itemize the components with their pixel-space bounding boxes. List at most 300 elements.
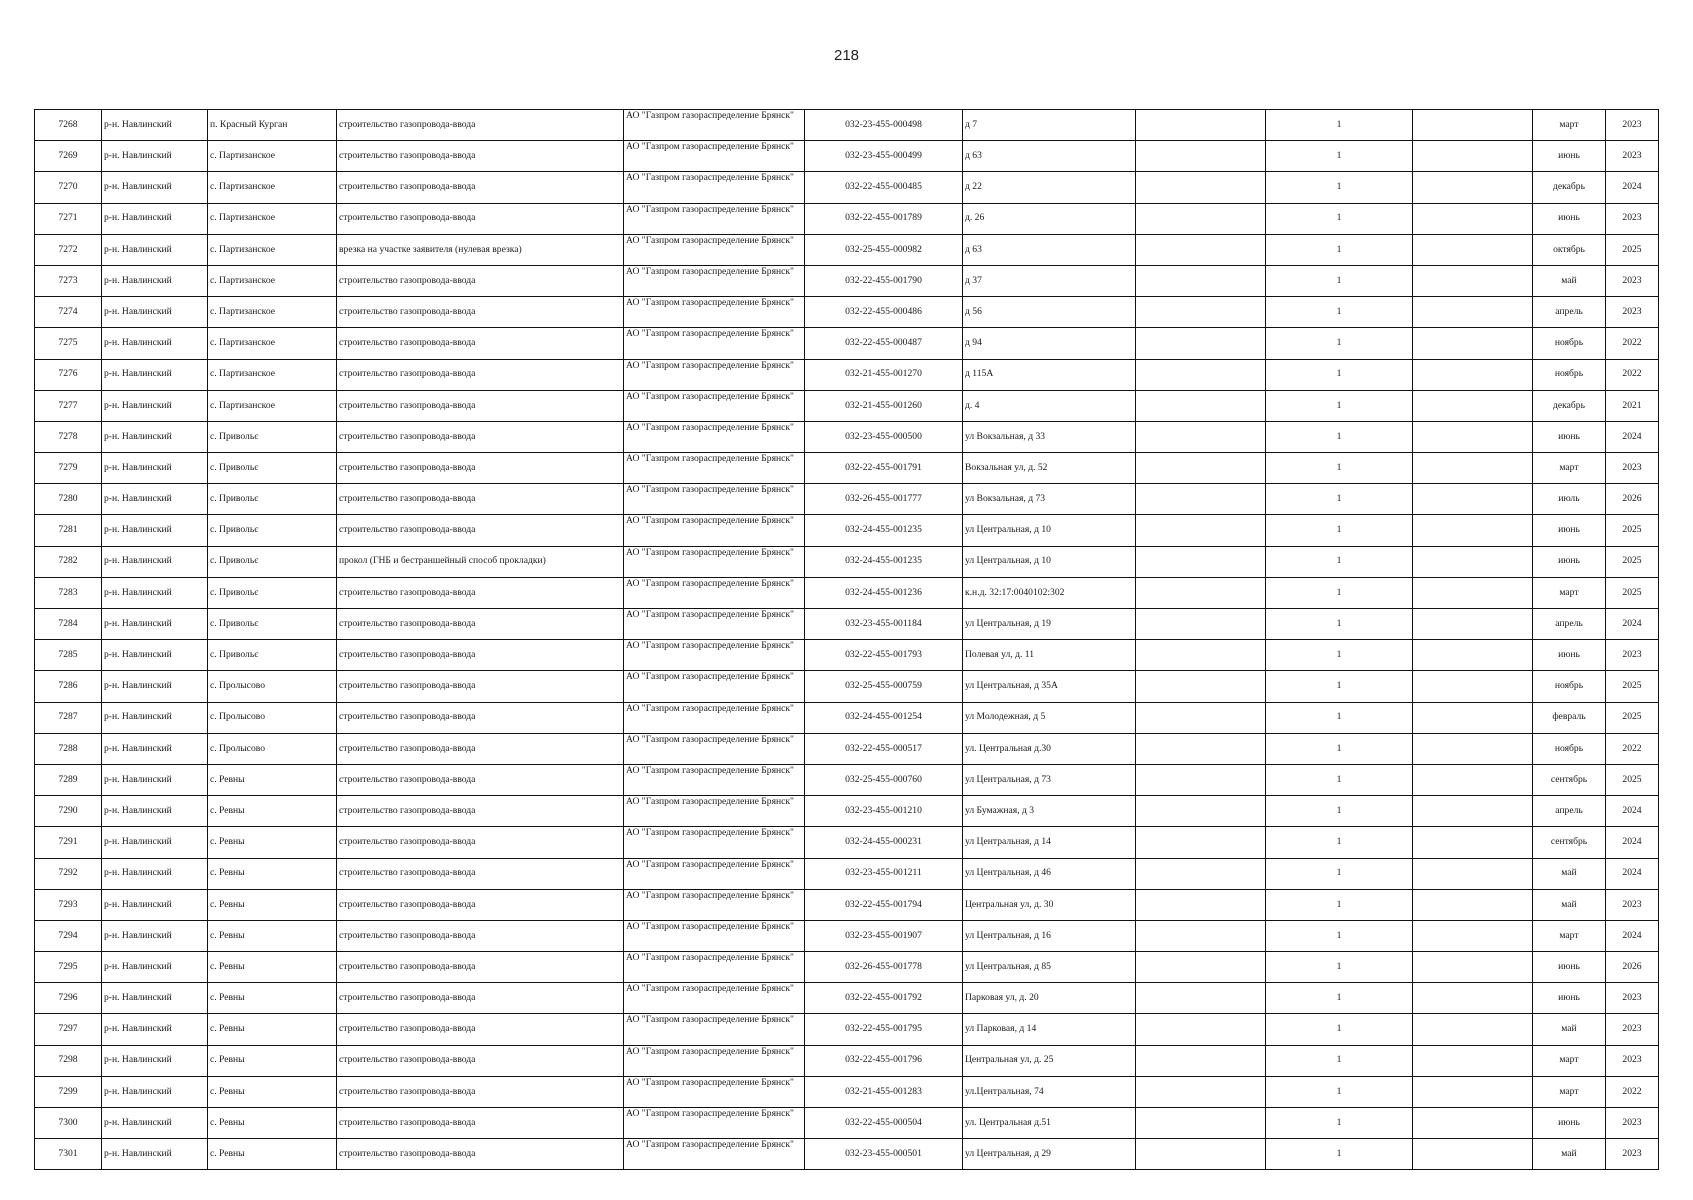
district-cell: р-н. Навлинский — [102, 390, 208, 421]
quantity-cell: 1 — [1266, 484, 1413, 515]
table-row — [35, 390, 1659, 421]
row-number-cell: 7288 — [35, 733, 102, 764]
application-code-cell: 032-25-455-000759 — [805, 671, 963, 702]
work-type-cell: строительство газопровода-ввода — [337, 203, 624, 234]
month-cell: сентябрь — [1533, 764, 1606, 795]
month-cell: ноябрь — [1533, 328, 1606, 359]
month-cell: июнь — [1533, 203, 1606, 234]
district-cell: р-н. Навлинский — [102, 359, 208, 390]
organization-cell: АО "Газпром газораспределение Брянск" — [624, 796, 805, 827]
year-cell: 2026 — [1606, 484, 1659, 515]
month-cell: ноябрь — [1533, 671, 1606, 702]
empty-cell — [1413, 546, 1533, 577]
empty-cell — [1413, 733, 1533, 764]
table-row — [35, 1045, 1659, 1076]
application-code-cell: 032-22-455-001792 — [805, 983, 963, 1014]
application-code-cell: 032-23-455-000499 — [805, 141, 963, 172]
organization-cell: АО "Газпром газораспределение Брянск" — [624, 172, 805, 203]
table-row — [35, 484, 1659, 515]
settlement-cell: с. Партизанское — [208, 234, 337, 265]
settlement-cell: с. Пролысово — [208, 733, 337, 764]
settlement-cell: с. Ревны — [208, 796, 337, 827]
year-cell: 2024 — [1606, 920, 1659, 951]
district-cell: р-н. Навлинский — [102, 203, 208, 234]
organization-cell: АО "Газпром газораспределение Брянск" — [624, 1139, 805, 1170]
organization-cell: АО "Газпром газораспределение Брянск" — [624, 297, 805, 328]
row-number-cell: 7285 — [35, 640, 102, 671]
row-number-cell: 7290 — [35, 796, 102, 827]
empty-cell — [1136, 234, 1266, 265]
empty-cell — [1413, 640, 1533, 671]
work-type-cell: строительство газопровода-ввода — [337, 796, 624, 827]
settlement-cell: с. Привольє — [208, 609, 337, 640]
application-code-cell: 032-22-455-000487 — [805, 328, 963, 359]
work-type-cell: строительство газопровода-ввода — [337, 1045, 624, 1076]
row-number-cell: 7291 — [35, 827, 102, 858]
application-code-cell: 032-24-455-001236 — [805, 577, 963, 608]
row-number-cell: 7278 — [35, 421, 102, 452]
work-type-cell: строительство газопровода-ввода — [337, 328, 624, 359]
settlement-cell: с. Ревны — [208, 764, 337, 795]
work-type-cell: строительство газопровода-ввода — [337, 702, 624, 733]
row-number-cell: 7289 — [35, 764, 102, 795]
year-cell: 2025 — [1606, 515, 1659, 546]
organization-cell: АО "Газпром газораспределение Брянск" — [624, 920, 805, 951]
empty-cell — [1136, 172, 1266, 203]
settlement-cell: с. Привольє — [208, 640, 337, 671]
district-cell: р-н. Навлинский — [102, 234, 208, 265]
quantity-cell: 1 — [1266, 453, 1413, 484]
organization-cell: АО "Газпром газораспределение Брянск" — [624, 265, 805, 296]
row-number-cell: 7281 — [35, 515, 102, 546]
empty-cell — [1413, 515, 1533, 546]
table-row — [35, 515, 1659, 546]
empty-cell — [1136, 515, 1266, 546]
empty-cell — [1413, 702, 1533, 733]
application-code-cell: 032-24-455-001235 — [805, 546, 963, 577]
address-cell: Парковая ул, д. 20 — [963, 983, 1136, 1014]
table-row — [35, 453, 1659, 484]
row-number-cell: 7269 — [35, 141, 102, 172]
settlement-cell: с. Привольє — [208, 421, 337, 452]
quantity-cell: 1 — [1266, 328, 1413, 359]
organization-cell: АО "Газпром газораспределение Брянск" — [624, 484, 805, 515]
year-cell: 2025 — [1606, 764, 1659, 795]
month-cell: март — [1533, 453, 1606, 484]
settlement-cell: с. Ревны — [208, 1139, 337, 1170]
page-number: 218 — [833, 47, 860, 64]
quantity-cell: 1 — [1266, 1014, 1413, 1045]
year-cell: 2024 — [1606, 421, 1659, 452]
organization-cell: АО "Газпром газораспределение Брянск" — [624, 640, 805, 671]
organization-cell: АО "Газпром газораспределение Брянск" — [624, 733, 805, 764]
empty-cell — [1413, 172, 1533, 203]
work-type-cell: строительство газопровода-ввода — [337, 952, 624, 983]
table-row — [35, 328, 1659, 359]
table-row — [35, 1108, 1659, 1139]
month-cell: июнь — [1533, 141, 1606, 172]
year-cell: 2022 — [1606, 359, 1659, 390]
year-cell: 2025 — [1606, 546, 1659, 577]
month-cell: декабрь — [1533, 390, 1606, 421]
empty-cell — [1136, 577, 1266, 608]
year-cell: 2023 — [1606, 1139, 1659, 1170]
organization-cell: АО "Газпром газораспределение Брянск" — [624, 671, 805, 702]
work-type-cell: строительство газопровода-ввода — [337, 1108, 624, 1139]
year-cell: 2023 — [1606, 1014, 1659, 1045]
quantity-cell: 1 — [1266, 577, 1413, 608]
organization-cell: АО "Газпром газораспределение Брянск" — [624, 1014, 805, 1045]
quantity-cell: 1 — [1266, 1108, 1413, 1139]
application-code-cell: 032-23-455-000498 — [805, 110, 963, 141]
quantity-cell: 1 — [1266, 796, 1413, 827]
settlement-cell: с. Ревны — [208, 858, 337, 889]
work-type-cell: строительство газопровода-ввода — [337, 172, 624, 203]
empty-cell — [1413, 983, 1533, 1014]
organization-cell: АО "Газпром газораспределение Брянск" — [624, 515, 805, 546]
empty-cell — [1136, 827, 1266, 858]
empty-cell — [1136, 858, 1266, 889]
organization-cell: АО "Газпром газораспределение Брянск" — [624, 858, 805, 889]
table-row — [35, 359, 1659, 390]
table-row — [35, 671, 1659, 702]
empty-cell — [1136, 952, 1266, 983]
district-cell: р-н. Навлинский — [102, 640, 208, 671]
district-cell: р-н. Навлинский — [102, 577, 208, 608]
address-cell: д 94 — [963, 328, 1136, 359]
settlement-cell: с. Ревны — [208, 1045, 337, 1076]
address-cell: ул Вокзальная, д 73 — [963, 484, 1136, 515]
application-code-cell: 032-22-455-001791 — [805, 453, 963, 484]
year-cell: 2023 — [1606, 110, 1659, 141]
empty-cell — [1413, 110, 1533, 141]
district-cell: р-н. Навлинский — [102, 983, 208, 1014]
application-code-cell: 032-22-455-001793 — [805, 640, 963, 671]
settlement-cell: с. Ревны — [208, 920, 337, 951]
organization-cell: АО "Газпром газораспределение Брянск" — [624, 234, 805, 265]
empty-cell — [1413, 920, 1533, 951]
quantity-cell: 1 — [1266, 141, 1413, 172]
application-code-cell: 032-22-455-001795 — [805, 1014, 963, 1045]
quantity-cell: 1 — [1266, 827, 1413, 858]
settlement-cell: с. Ревны — [208, 983, 337, 1014]
empty-cell — [1136, 484, 1266, 515]
empty-cell — [1136, 1076, 1266, 1107]
year-cell: 2022 — [1606, 733, 1659, 764]
address-cell: ул Парковая, д 14 — [963, 1014, 1136, 1045]
work-type-cell: строительство газопровода-ввода — [337, 297, 624, 328]
month-cell: декабрь — [1533, 172, 1606, 203]
year-cell: 2025 — [1606, 702, 1659, 733]
work-type-cell: строительство газопровода-ввода — [337, 920, 624, 951]
year-cell: 2023 — [1606, 265, 1659, 296]
row-number-cell: 7287 — [35, 702, 102, 733]
application-code-cell: 032-21-455-001260 — [805, 390, 963, 421]
month-cell: февраль — [1533, 702, 1606, 733]
row-number-cell: 7292 — [35, 858, 102, 889]
settlement-cell: с. Пролысово — [208, 671, 337, 702]
quantity-cell: 1 — [1266, 421, 1413, 452]
empty-cell — [1136, 764, 1266, 795]
empty-cell — [1413, 671, 1533, 702]
quantity-cell: 1 — [1266, 733, 1413, 764]
work-type-cell: строительство газопровода-ввода — [337, 733, 624, 764]
table-row — [35, 983, 1659, 1014]
address-cell: ул Центральная, д 10 — [963, 515, 1136, 546]
year-cell: 2024 — [1606, 796, 1659, 827]
quantity-cell: 1 — [1266, 764, 1413, 795]
work-type-cell: строительство газопровода-ввода — [337, 640, 624, 671]
empty-cell — [1413, 1014, 1533, 1045]
organization-cell: АО "Газпром газораспределение Брянск" — [624, 1076, 805, 1107]
month-cell: май — [1533, 1139, 1606, 1170]
table-row — [35, 1014, 1659, 1045]
empty-cell — [1413, 141, 1533, 172]
address-cell: ул Центральная, д 10 — [963, 546, 1136, 577]
address-cell: д 37 — [963, 265, 1136, 296]
month-cell: март — [1533, 1076, 1606, 1107]
application-code-cell: 032-23-455-000501 — [805, 1139, 963, 1170]
table-row — [35, 546, 1659, 577]
work-type-cell: строительство газопровода-ввода — [337, 764, 624, 795]
address-cell: д 22 — [963, 172, 1136, 203]
settlement-cell: с. Партизанское — [208, 359, 337, 390]
work-type-cell: строительство газопровода-ввода — [337, 484, 624, 515]
empty-cell — [1413, 1076, 1533, 1107]
district-cell: р-н. Навлинский — [102, 889, 208, 920]
row-number-cell: 7276 — [35, 359, 102, 390]
empty-cell — [1413, 1045, 1533, 1076]
table-row — [35, 577, 1659, 608]
table-row — [35, 827, 1659, 858]
year-cell: 2021 — [1606, 390, 1659, 421]
application-code-cell: 032-22-455-000517 — [805, 733, 963, 764]
application-code-cell: 032-21-455-001283 — [805, 1076, 963, 1107]
month-cell: сентябрь — [1533, 827, 1606, 858]
quantity-cell: 1 — [1266, 889, 1413, 920]
quantity-cell: 1 — [1266, 515, 1413, 546]
quantity-cell: 1 — [1266, 1076, 1413, 1107]
quantity-cell: 1 — [1266, 920, 1413, 951]
district-cell: р-н. Навлинский — [102, 110, 208, 141]
empty-cell — [1136, 983, 1266, 1014]
application-code-cell: 032-23-455-001184 — [805, 609, 963, 640]
district-cell: р-н. Навлинский — [102, 920, 208, 951]
month-cell: март — [1533, 110, 1606, 141]
settlement-cell: с. Привольє — [208, 453, 337, 484]
address-cell: ул Центральная, д 19 — [963, 609, 1136, 640]
work-type-cell: строительство газопровода-ввода — [337, 265, 624, 296]
month-cell: апрель — [1533, 796, 1606, 827]
organization-cell: АО "Газпром газораспределение Брянск" — [624, 421, 805, 452]
empty-cell — [1136, 702, 1266, 733]
organization-cell: АО "Газпром газораспределение Брянск" — [624, 359, 805, 390]
district-cell: р-н. Навлинский — [102, 671, 208, 702]
month-cell: май — [1533, 1014, 1606, 1045]
empty-cell — [1136, 141, 1266, 172]
district-cell: р-н. Навлинский — [102, 702, 208, 733]
work-type-cell: строительство газопровода-ввода — [337, 858, 624, 889]
organization-cell: АО "Газпром газораспределение Брянск" — [624, 827, 805, 858]
settlement-cell: с. Ревны — [208, 1076, 337, 1107]
settlement-cell: с. Партизанское — [208, 265, 337, 296]
empty-cell — [1136, 546, 1266, 577]
settlement-cell: с. Партизанское — [208, 141, 337, 172]
work-type-cell: строительство газопровода-ввода — [337, 359, 624, 390]
table-row — [35, 421, 1659, 452]
empty-cell — [1136, 889, 1266, 920]
application-code-cell: 032-22-455-000486 — [805, 297, 963, 328]
row-number-cell: 7275 — [35, 328, 102, 359]
row-number-cell: 7300 — [35, 1108, 102, 1139]
work-type-cell: строительство газопровода-ввода — [337, 1076, 624, 1107]
table-row — [35, 796, 1659, 827]
application-code-cell: 032-22-455-000504 — [805, 1108, 963, 1139]
table-row — [35, 203, 1659, 234]
row-number-cell: 7280 — [35, 484, 102, 515]
month-cell: март — [1533, 577, 1606, 608]
settlement-cell: с. Партизанское — [208, 297, 337, 328]
row-number-cell: 7301 — [35, 1139, 102, 1170]
table-row — [35, 1139, 1659, 1170]
organization-cell: АО "Газпром газораспределение Брянск" — [624, 141, 805, 172]
quantity-cell: 1 — [1266, 234, 1413, 265]
month-cell: июнь — [1533, 952, 1606, 983]
address-cell: ул Центральная, д 85 — [963, 952, 1136, 983]
address-cell: Центральная ул, д. 25 — [963, 1045, 1136, 1076]
work-type-cell: строительство газопровода-ввода — [337, 421, 624, 452]
address-cell: ул Центральная, д 46 — [963, 858, 1136, 889]
table-row — [35, 110, 1659, 141]
work-type-cell: строительство газопровода-ввода — [337, 827, 624, 858]
application-code-cell: 032-23-455-000500 — [805, 421, 963, 452]
application-code-cell: 032-23-455-001210 — [805, 796, 963, 827]
table-row — [35, 952, 1659, 983]
empty-cell — [1413, 453, 1533, 484]
work-type-cell: строительство газопровода-ввода — [337, 889, 624, 920]
address-cell: ул Молодежная, д 5 — [963, 702, 1136, 733]
address-cell: ул. Центральная д.30 — [963, 733, 1136, 764]
row-number-cell: 7272 — [35, 234, 102, 265]
table-row — [35, 733, 1659, 764]
empty-cell — [1413, 359, 1533, 390]
empty-cell — [1413, 827, 1533, 858]
empty-cell — [1136, 110, 1266, 141]
row-number-cell: 7279 — [35, 453, 102, 484]
row-number-cell: 7284 — [35, 609, 102, 640]
month-cell: май — [1533, 265, 1606, 296]
address-cell: д. 26 — [963, 203, 1136, 234]
application-code-cell: 032-22-455-001794 — [805, 889, 963, 920]
table-row — [35, 889, 1659, 920]
year-cell: 2025 — [1606, 671, 1659, 702]
year-cell: 2024 — [1606, 827, 1659, 858]
year-cell: 2025 — [1606, 577, 1659, 608]
empty-cell — [1413, 609, 1533, 640]
month-cell: март — [1533, 1045, 1606, 1076]
empty-cell — [1413, 952, 1533, 983]
year-cell: 2024 — [1606, 858, 1659, 889]
settlement-cell: с. Партизанское — [208, 172, 337, 203]
table-row — [35, 858, 1659, 889]
settlement-cell: с. Привольє — [208, 577, 337, 608]
empty-cell — [1413, 484, 1533, 515]
district-cell: р-н. Навлинский — [102, 1108, 208, 1139]
district-cell: р-н. Навлинский — [102, 1045, 208, 1076]
address-cell: ул Центральная, д 14 — [963, 827, 1136, 858]
work-type-cell: строительство газопровода-ввода — [337, 577, 624, 608]
settlement-cell: с. Ревны — [208, 1108, 337, 1139]
empty-cell — [1413, 889, 1533, 920]
work-type-cell: строительство газопровода-ввода — [337, 515, 624, 546]
month-cell: март — [1533, 920, 1606, 951]
quantity-cell: 1 — [1266, 1045, 1413, 1076]
address-cell: ул Центральная, д 35А — [963, 671, 1136, 702]
empty-cell — [1413, 1139, 1533, 1170]
quantity-cell: 1 — [1266, 265, 1413, 296]
row-number-cell: 7299 — [35, 1076, 102, 1107]
month-cell: май — [1533, 889, 1606, 920]
organization-cell: АО "Газпром газораспределение Брянск" — [624, 577, 805, 608]
table-row — [35, 234, 1659, 265]
empty-cell — [1136, 421, 1266, 452]
district-cell: р-н. Навлинский — [102, 546, 208, 577]
work-type-cell: строительство газопровода-ввода — [337, 983, 624, 1014]
empty-cell — [1136, 671, 1266, 702]
work-type-cell: строительство газопровода-ввода — [337, 671, 624, 702]
month-cell: июнь — [1533, 515, 1606, 546]
quantity-cell: 1 — [1266, 1139, 1413, 1170]
empty-cell — [1136, 359, 1266, 390]
empty-cell — [1413, 577, 1533, 608]
month-cell: июнь — [1533, 640, 1606, 671]
application-code-cell: 032-22-455-001796 — [805, 1045, 963, 1076]
year-cell: 2023 — [1606, 889, 1659, 920]
table-row — [35, 702, 1659, 733]
district-cell: р-н. Навлинский — [102, 265, 208, 296]
application-code-cell: 032-26-455-001778 — [805, 952, 963, 983]
year-cell: 2024 — [1606, 609, 1659, 640]
year-cell: 2023 — [1606, 1045, 1659, 1076]
year-cell: 2024 — [1606, 172, 1659, 203]
application-code-cell: 032-25-455-000982 — [805, 234, 963, 265]
table-row — [35, 172, 1659, 203]
work-type-cell: прокол (ГНБ и бестраншейный способ прокладки) — [337, 546, 624, 577]
empty-cell — [1136, 640, 1266, 671]
quantity-cell: 1 — [1266, 858, 1413, 889]
row-number-cell: 7298 — [35, 1045, 102, 1076]
work-type-cell: строительство газопровода-ввода — [337, 453, 624, 484]
application-code-cell: 032-22-455-001790 — [805, 265, 963, 296]
address-cell: д. 4 — [963, 390, 1136, 421]
address-cell: д 63 — [963, 141, 1136, 172]
address-cell: Полевая ул, д. 11 — [963, 640, 1136, 671]
application-code-cell: 032-24-455-001254 — [805, 702, 963, 733]
year-cell: 2023 — [1606, 297, 1659, 328]
application-code-cell: 032-23-455-001211 — [805, 858, 963, 889]
address-cell: Центральная ул, д. 30 — [963, 889, 1136, 920]
settlement-cell: с. Привольє — [208, 546, 337, 577]
settlement-cell: с. Ревны — [208, 889, 337, 920]
row-number-cell: 7277 — [35, 390, 102, 421]
empty-cell — [1413, 234, 1533, 265]
settlement-cell: с. Партизанское — [208, 390, 337, 421]
settlement-cell: с. Пролысово — [208, 702, 337, 733]
organization-cell: АО "Газпром газораспределение Брянск" — [624, 702, 805, 733]
empty-cell — [1413, 1108, 1533, 1139]
empty-cell — [1413, 390, 1533, 421]
organization-cell: АО "Газпром газораспределение Брянск" — [624, 609, 805, 640]
